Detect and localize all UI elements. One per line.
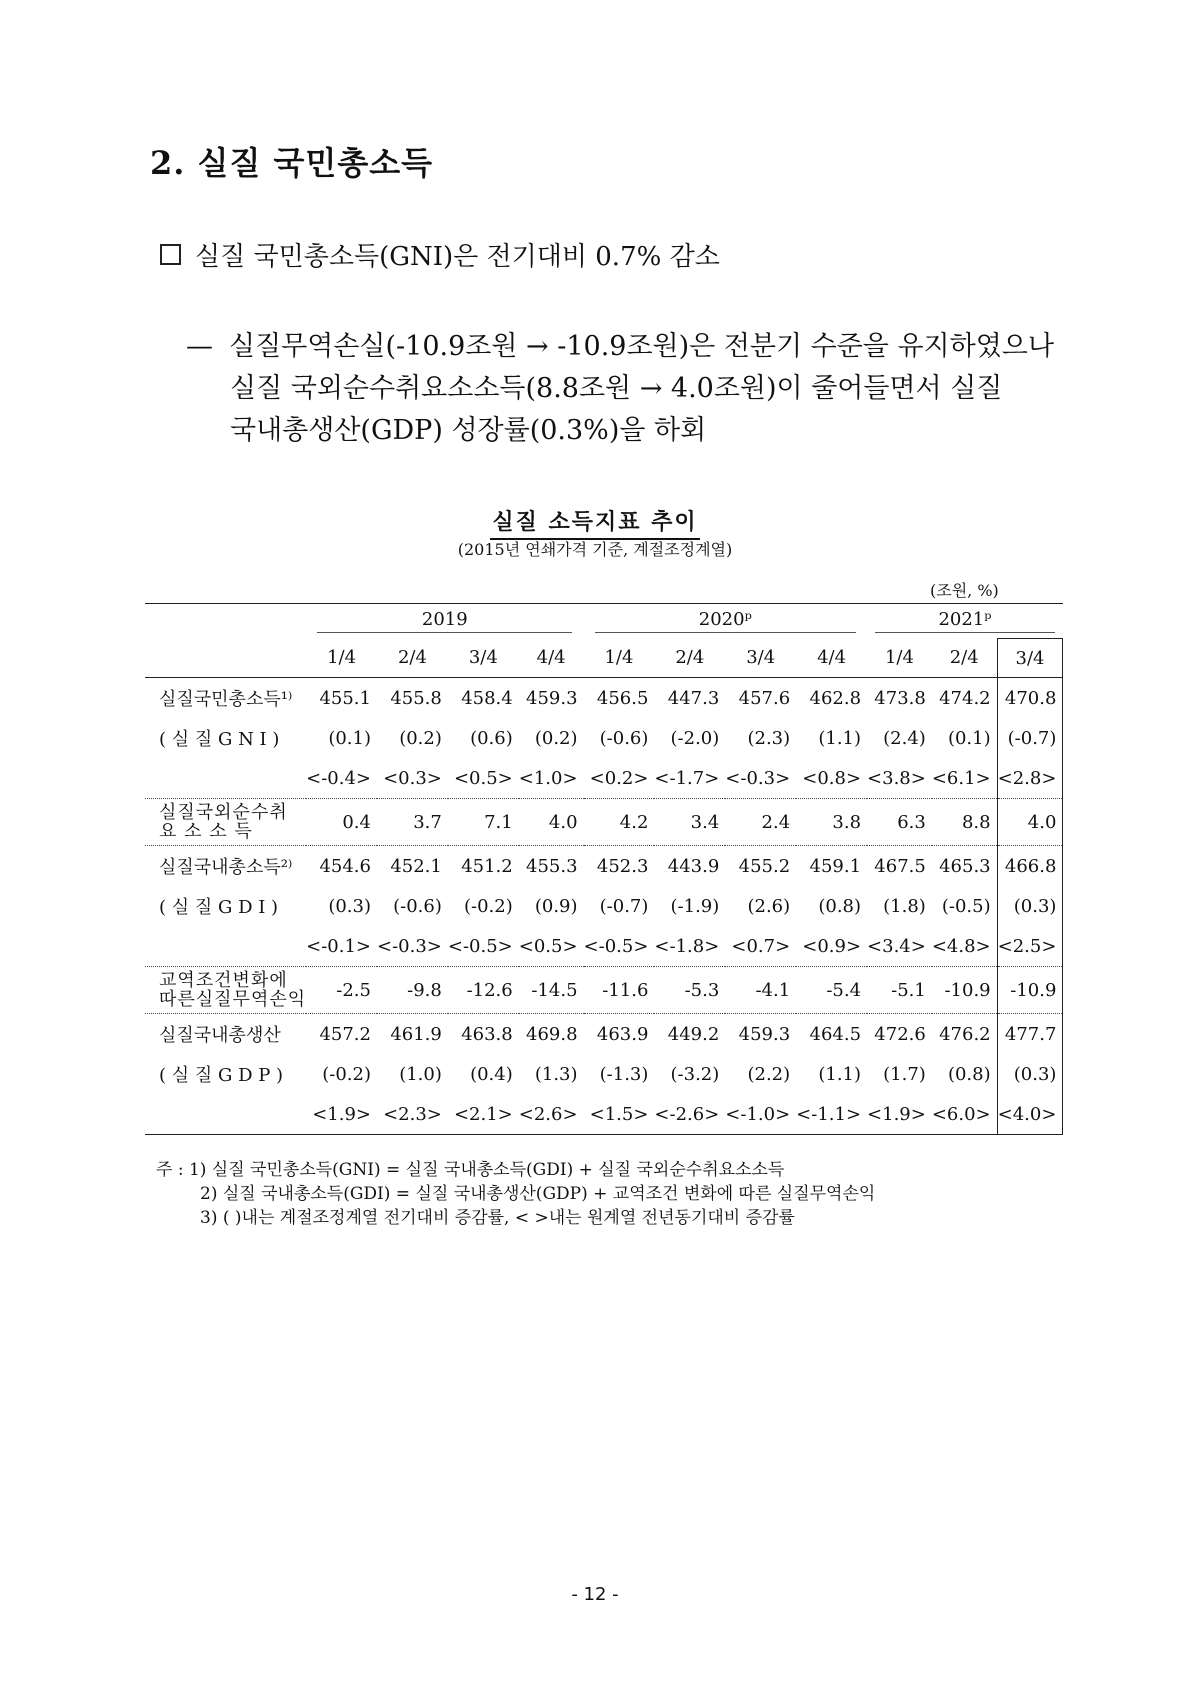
table-cell: -10.9 xyxy=(944,979,991,1001)
quarter-header: 2/4 xyxy=(397,647,427,669)
table-cell: (0.3) xyxy=(328,895,371,917)
table-cell: 465.3 xyxy=(939,855,991,877)
row-label xyxy=(145,1094,306,1135)
row-label: ( 실 질 G D I ) xyxy=(159,897,279,918)
table-cell: <2.6> xyxy=(518,1103,578,1125)
quarter-header: 4/4 xyxy=(536,647,566,669)
row-label xyxy=(145,758,306,799)
table-cell: 452.3 xyxy=(596,855,649,877)
row-label: ( 실 질 G D P ) xyxy=(159,1065,284,1086)
table-row xyxy=(145,1014,1063,1055)
table-cell: 459.3 xyxy=(738,1023,791,1045)
row-label: 교역조건변화에 따른실질무역손익 xyxy=(159,970,307,1010)
table-cell: 455.3 xyxy=(526,855,578,877)
table-cell: (-0.6) xyxy=(393,895,442,917)
table-cell: 0.4 xyxy=(342,811,371,833)
table-cell: <-0.3> xyxy=(376,935,442,957)
quarter-header-row xyxy=(145,639,1063,678)
table-cell: 459.3 xyxy=(526,687,578,709)
table-cell: <1.5> xyxy=(589,1103,649,1125)
quarter-header: 4/4 xyxy=(817,647,847,669)
table-cell: (-1.9) xyxy=(670,895,720,917)
table-cell: -2.5 xyxy=(336,979,371,1001)
paragraph-line-3: 국내총생산(GDP) 성장률(0.3%)을 하회 xyxy=(230,414,707,446)
table-cell: 470.8 xyxy=(997,678,1063,719)
year-header: 2019 xyxy=(317,609,572,633)
table-cell: (-0.2) xyxy=(463,895,513,917)
table-cell: (2.2) xyxy=(747,1063,791,1085)
table-row xyxy=(145,886,1063,926)
table-cell: 3.4 xyxy=(690,811,720,833)
table-cell: <-1.8> xyxy=(654,935,720,957)
table-cell: <-0.3> xyxy=(725,767,791,789)
quarter-header: 3/4 xyxy=(746,647,776,669)
table-cell: (-0.7) xyxy=(997,718,1063,758)
table-cell: <0.8> xyxy=(802,767,862,789)
table-cell: <2.1> xyxy=(453,1103,513,1125)
table-cell: -5.1 xyxy=(891,979,926,1001)
table-row xyxy=(145,846,1063,887)
table-cell: 473.8 xyxy=(874,687,926,709)
table-cell: -5.4 xyxy=(826,979,862,1001)
bullet-point xyxy=(160,236,720,273)
row-label: ( 실 질 G N I ) xyxy=(159,729,280,750)
row-label: 실질국내총소득²⁾ xyxy=(159,857,293,878)
table-cell: <2.5> xyxy=(997,926,1063,967)
table-cell: (-1.3) xyxy=(599,1063,649,1085)
table-cell: (-0.2) xyxy=(322,1063,371,1085)
table-cell: 447.3 xyxy=(667,687,720,709)
table-row xyxy=(145,926,1063,967)
table-cell: (0.2) xyxy=(534,727,578,749)
income-indicator-table xyxy=(145,603,1063,1135)
footnotes xyxy=(156,1158,875,1230)
table-cell: <-2.6> xyxy=(654,1103,720,1125)
table-cell: <3.8> xyxy=(867,767,926,789)
table-cell: <-0.4> xyxy=(306,767,371,789)
footnote-1: 주 : 1) 실질 국민총소득(GNI) = 실질 국내총소득(GDI) + 실질 국외순수취요소소득 xyxy=(156,1160,785,1180)
table-cell: <2.3> xyxy=(383,1103,442,1125)
table-cell: 443.9 xyxy=(667,855,720,877)
table-cell: 3.7 xyxy=(413,811,442,833)
table-cell: 2.4 xyxy=(761,811,791,833)
quarter-header: 2/4 xyxy=(949,647,979,669)
table-cell: -12.6 xyxy=(466,979,513,1001)
table-row xyxy=(145,799,1063,846)
table-cell: (-2.0) xyxy=(670,727,720,749)
table-cell: 477.7 xyxy=(997,1014,1063,1055)
table-cell: <-1.0> xyxy=(725,1103,791,1125)
table-row xyxy=(145,718,1063,758)
table-cell: <1.0> xyxy=(518,767,578,789)
summary-paragraph xyxy=(186,326,1056,452)
table-cell: <2.8> xyxy=(997,758,1063,799)
year-header: 2020ᵖ xyxy=(595,609,856,633)
table-cell: 6.3 xyxy=(897,811,926,833)
table-row xyxy=(145,967,1063,1014)
section-title: 2. 실질 국민총소득 xyxy=(150,144,434,182)
table-cell: <4.0> xyxy=(997,1094,1063,1135)
table-cell: (1.7) xyxy=(883,1063,926,1085)
table-cell: 455.2 xyxy=(738,855,791,877)
table-cell: 456.5 xyxy=(596,687,649,709)
table-cell: 467.5 xyxy=(874,855,926,877)
table-cell: 4.0 xyxy=(548,811,578,833)
table-cell: <0.9> xyxy=(802,935,862,957)
table-title: 실질 소득지표 추이 xyxy=(0,505,1190,536)
table-row xyxy=(145,1094,1063,1135)
table-cell: (2.4) xyxy=(883,727,926,749)
table-cell: <-0.1> xyxy=(306,935,371,957)
table-cell: 476.2 xyxy=(939,1023,991,1045)
bullet-text: 실질 국민총소득(GNI)은 전기대비 0.7% 감소 xyxy=(195,242,720,272)
table-cell: (1.3) xyxy=(534,1063,578,1085)
table-row xyxy=(145,758,1063,799)
table-cell: (0.9) xyxy=(534,895,578,917)
paragraph-line-2: 실질 국외순수취요소소득(8.8조원 → 4.0조원)이 줄어들면서 실질 xyxy=(230,372,1003,404)
dash-mark: — xyxy=(186,331,213,362)
year-header-row xyxy=(145,604,1063,639)
table-cell: 454.6 xyxy=(319,855,371,877)
footnote-3: 3) ( )내는 계절조정계열 전기대비 증감률, < >내는 원계열 전년동기대비 증감률 xyxy=(200,1208,795,1228)
table-cell: (0.1) xyxy=(328,727,371,749)
table-cell: (0.8) xyxy=(818,895,862,917)
table-cell: (0.2) xyxy=(399,727,442,749)
table-cell: (0.3) xyxy=(997,886,1063,926)
table-cell: 449.2 xyxy=(667,1023,720,1045)
table-cell: (0.6) xyxy=(470,727,513,749)
table-cell: 4.2 xyxy=(619,811,649,833)
quarter-header: 1/4 xyxy=(604,647,634,669)
table-cell: (2.6) xyxy=(747,895,791,917)
table-cell: (1.8) xyxy=(883,895,926,917)
table-cell: (1.0) xyxy=(399,1063,442,1085)
quarter-header: 3/4 xyxy=(468,647,498,669)
table-cell: 457.2 xyxy=(319,1023,371,1045)
table-cell: (0.4) xyxy=(470,1063,513,1085)
table-cell: <0.3> xyxy=(383,767,442,789)
table-cell: 472.6 xyxy=(874,1023,926,1045)
table-cell: (-0.6) xyxy=(599,727,649,749)
table-cell: 455.1 xyxy=(319,687,371,709)
table-cell: -5.3 xyxy=(684,979,720,1001)
checkbox-square-icon xyxy=(160,244,181,265)
table-cell: <1.9> xyxy=(312,1103,371,1125)
footnote-2: 2) 실질 국내총소득(GDI) = 실질 국내총생산(GDP) + 교역조건 변화에 따른 실질무역손익 xyxy=(200,1184,876,1204)
table-cell: -4.1 xyxy=(755,979,791,1001)
table-cell: -10.9 xyxy=(997,967,1063,1014)
table-cell: (1.1) xyxy=(818,1063,862,1085)
table-cell: 466.8 xyxy=(997,846,1063,887)
table-cell: -9.8 xyxy=(407,979,442,1001)
table-cell: 457.6 xyxy=(738,687,791,709)
row-label: 실질국민총소득¹⁾ xyxy=(159,689,293,710)
table-cell: 8.8 xyxy=(961,811,991,833)
table-cell: (0.3) xyxy=(997,1054,1063,1094)
table-cell: (-3.2) xyxy=(670,1063,720,1085)
table-cell: <3.4> xyxy=(867,935,926,957)
table-cell: 451.2 xyxy=(461,855,513,877)
table-cell: (0.8) xyxy=(947,1063,991,1085)
table-cell: <-0.5> xyxy=(447,935,513,957)
table-cell: 469.8 xyxy=(526,1023,578,1045)
quarter-header: 3/4 xyxy=(997,639,1063,678)
table-cell: <-0.5> xyxy=(583,935,649,957)
table-cell: (2.3) xyxy=(747,727,791,749)
table-cell: <-1.1> xyxy=(796,1103,862,1125)
table-cell: <0.5> xyxy=(518,935,578,957)
row-label: 실질국외순수취 요 소 소 득 xyxy=(159,802,288,842)
page-number: - 12 - xyxy=(571,1584,619,1605)
table-cell: 3.8 xyxy=(832,811,862,833)
table-cell: <-1.7> xyxy=(654,767,720,789)
row-label: 실질국내총생산 xyxy=(159,1025,281,1046)
table-cell: <6.1> xyxy=(931,767,991,789)
row-label xyxy=(145,926,306,967)
year-header: 2021ᵖ xyxy=(875,609,1055,633)
table-cell: <0.7> xyxy=(731,935,791,957)
table-cell: (1.1) xyxy=(818,727,862,749)
table-cell: -11.6 xyxy=(602,979,649,1001)
table-cell: 459.1 xyxy=(809,855,862,877)
table-cell: 458.4 xyxy=(461,687,513,709)
quarter-header: 2/4 xyxy=(675,647,705,669)
table-cell: 4.0 xyxy=(997,799,1063,846)
table-cell: (0.1) xyxy=(947,727,991,749)
table-cell: <4.8> xyxy=(931,935,991,957)
table-row xyxy=(145,678,1063,719)
table-cell: 452.1 xyxy=(390,855,442,877)
quarter-header: 1/4 xyxy=(327,647,357,669)
table-cell: 463.9 xyxy=(596,1023,649,1045)
table-cell: 474.2 xyxy=(939,687,991,709)
table-cell: 464.5 xyxy=(809,1023,862,1045)
table-subtitle: (2015년 연쇄가격 기준, 계절조정계열) xyxy=(457,540,733,559)
table-cell: 461.9 xyxy=(390,1023,442,1045)
table-cell: <1.9> xyxy=(867,1103,926,1125)
table-cell: 463.8 xyxy=(461,1023,513,1045)
quarter-header: 1/4 xyxy=(884,647,914,669)
table-row xyxy=(145,1054,1063,1094)
table-cell: <0.5> xyxy=(453,767,513,789)
table-cell: 462.8 xyxy=(809,687,862,709)
table-cell: (-0.7) xyxy=(599,895,649,917)
table-unit: (조원, %) xyxy=(930,581,999,600)
table-cell: <0.2> xyxy=(589,767,649,789)
table-cell: -14.5 xyxy=(531,979,578,1001)
table-cell: 7.1 xyxy=(484,811,513,833)
table-cell: (-0.5) xyxy=(941,895,991,917)
table-cell: <6.0> xyxy=(931,1103,991,1125)
table-cell: 455.8 xyxy=(390,687,442,709)
paragraph-line-1: — 실질무역손실(-10.9조원 → -10.9조원)은 전분기 수준을 유지하였으나 xyxy=(186,326,1056,368)
